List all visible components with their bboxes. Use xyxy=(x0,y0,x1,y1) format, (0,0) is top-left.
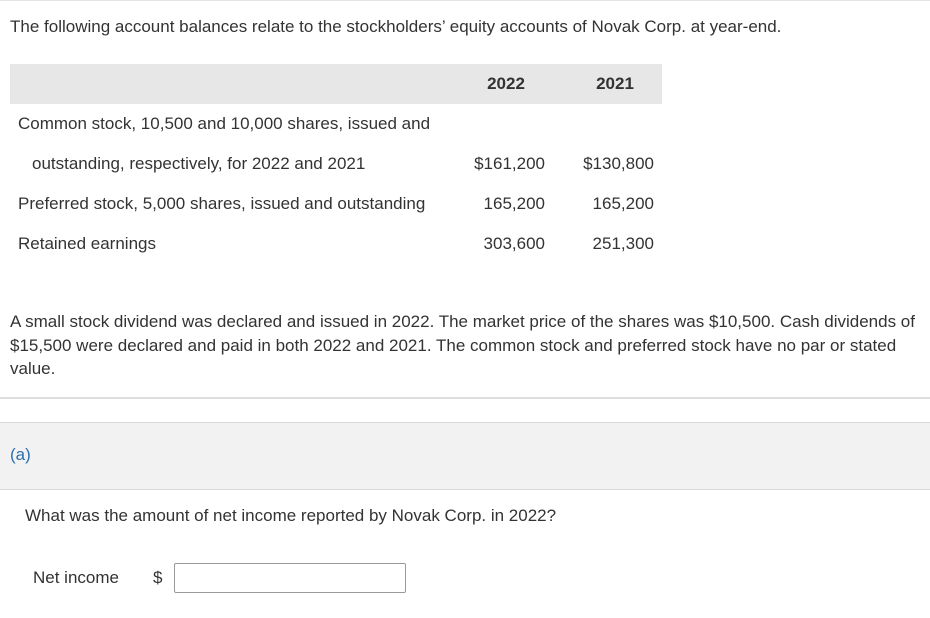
equity-balances-table xyxy=(10,64,662,264)
row-label: Common stock, 10,500 and 10,000 shares, issued and xyxy=(18,114,431,133)
net-income-input[interactable] xyxy=(174,563,406,593)
part-header xyxy=(0,422,930,490)
part-label: (a) xyxy=(10,445,31,464)
table-row xyxy=(10,104,662,144)
currency-symbol: $ xyxy=(153,568,163,587)
section-divider xyxy=(0,397,930,399)
header-2022: 2022 xyxy=(487,74,525,93)
intro-text: The following account balances relate to the stockholders’ equity accounts of Novak Corp. at year-end. xyxy=(10,17,782,36)
row-label: outstanding, respectively, for 2022 and 2021 xyxy=(32,154,366,173)
table-header xyxy=(10,64,662,104)
value-2022: 165,200 xyxy=(483,194,545,213)
value-2021: 165,200 xyxy=(592,194,654,213)
value-2022: $161,200 xyxy=(474,154,545,173)
table-row xyxy=(10,184,662,224)
top-divider xyxy=(0,0,930,1)
value-2021: $130,800 xyxy=(583,154,654,173)
value-2022: 303,600 xyxy=(483,234,545,253)
net-income-label: Net income xyxy=(33,568,119,587)
problem-paragraph: A small stock dividend was declared and issued in 2022. The market price of the shares was $10,500. Cash dividends of $15,500 were declared and paid in both 2022 and 2021. The common stock and preferred stock have no par or stated value. xyxy=(10,312,915,378)
table-row xyxy=(10,144,662,184)
header-2021: 2021 xyxy=(596,74,634,93)
row-label: Preferred stock, 5,000 shares, issued and outstanding xyxy=(18,194,426,213)
value-2021: 251,300 xyxy=(592,234,654,253)
table-row xyxy=(10,224,662,264)
row-label: Retained earnings xyxy=(18,234,156,253)
question-text: What was the amount of net income reported by Novak Corp. in 2022? xyxy=(25,506,557,525)
